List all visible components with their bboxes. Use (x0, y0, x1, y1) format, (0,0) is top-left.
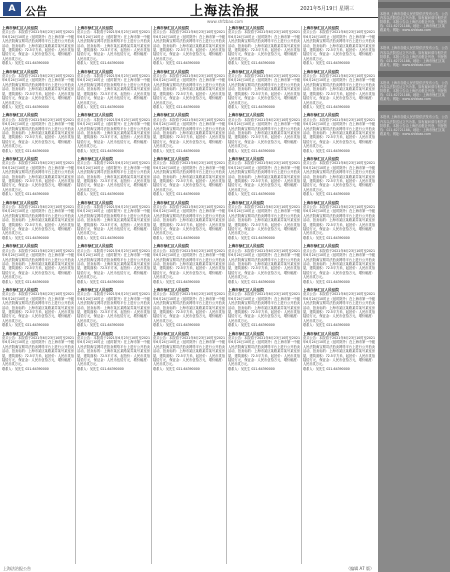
notice-body: 竞买公告：本院将于2021年6月23日10时至2021年6月24日10时止（延时除外）在上海市第一中级人民法院淘宝网司法拍卖网络平台上进行公开拍卖活动，拍卖标的：上海市某区某路某弄某号某室房屋，建筑面积：72.5平方米，起拍价：人民币贰佰陆拾万元，保证金：人民币伍拾万元，增价幅度：人民币贰万元。 (303, 30, 375, 61)
issue-date: 2021年5月19日 星期三 (300, 6, 354, 12)
court-notice (228, 26, 300, 66)
court-notice (2, 26, 74, 66)
notice-contact: 联系人：吴先生 021-64390000 (2, 148, 49, 153)
notice-contact: 联系人：吴先生 021-64390000 (77, 61, 124, 66)
side-panel (378, 0, 450, 572)
court-notice (2, 157, 74, 197)
notice-body: 竞买公告：本院将于2021年6月23日10时至2021年6月24日10时止（延时除外）在上海市第一中级人民法院淘宝网司法拍卖网络平台上进行公开拍卖活动，拍卖标的：上海市某区某路某弄某号某室房屋，建筑面积：72.5平方米，起拍价：人民币贰佰陆拾万元，保证金：人民币伍拾万元，增价幅度：人民币贰万元。 (2, 117, 74, 149)
notice-title: 上海市徐汇区人民法院 (303, 331, 339, 336)
court-notice (153, 332, 225, 372)
notice-contact: 联系人：吴先生 021-64390000 (2, 323, 49, 328)
court-notice (153, 26, 225, 66)
court-notice (228, 157, 300, 197)
footer-right: （编辑 A7 版） (346, 566, 374, 571)
notice-title: 上海市徐汇区人民法院 (2, 200, 38, 205)
notice-title: 上海市徐汇区人民法院 (2, 331, 38, 336)
court-notice (153, 201, 225, 241)
notice-body: 竞买公告：本院将于2021年6月23日10时至2021年6月24日10时止（延时除外）在上海市第一中级人民法院淘宝网司法拍卖网络平台上进行公开拍卖活动，拍卖标的：上海市某区某路某弄某号某室房屋，建筑面积：72.5平方米，起拍价：人民币贰佰陆拾万元，保证金：人民币伍拾万元，增价幅度：人民币贰万元。 (228, 30, 300, 61)
newspaper-masthead: 上海法治报 (190, 4, 261, 19)
notice-column-2 (77, 26, 150, 564)
notice-body: 竞买公告：本院将于2021年6月23日10时至2021年6月24日10时止（延时除外）在上海市第一中级人民法院淘宝网司法拍卖网络平台上进行公开拍卖活动，拍卖标的：上海市某区某路某弄某号某室房屋，建筑面积：72.5平方米，起拍价：人民币贰佰陆拾万元，保证金：人民币伍拾万元，增价幅度：人民币贰万元。 (77, 74, 150, 105)
notice-title: 上海市徐汇区人民法院 (153, 69, 189, 74)
notice-title: 上海市徐汇区人民法院 (228, 69, 264, 74)
notice-title: 上海市徐汇区人民法院 (303, 113, 339, 118)
notice-contact: 联系人：吴先生 021-64390000 (303, 366, 350, 371)
notice-body: 竞买公告：本院将于2021年6月23日10时至2021年6月24日10时止（延时除外）在上海市第一中级人民法院淘宝网司法拍卖网络平台上进行公开拍卖活动，拍卖标的：上海市某区某路某弄某号某室房屋，建筑面积：72.5平方米，起拍价：人民币贰佰陆拾万元，保证金：人民币伍拾万元，增价幅度：人民币贰万元。 (153, 336, 225, 367)
notice-title: 上海市徐汇区人民法院 (153, 26, 189, 30)
court-notice (228, 70, 300, 110)
notice-title: 上海市徐汇区人民法院 (153, 200, 189, 205)
court-notice (153, 113, 225, 153)
court-notice (303, 113, 375, 153)
court-notice (153, 70, 225, 110)
notice-body: 竞买公告：本院将于2021年6月23日10时至2021年6月24日10时止（延时除外）在上海市第一中级人民法院淘宝网司法拍卖网络平台上进行公开拍卖活动，拍卖标的：上海市某区某路某弄某号某室房屋，建筑面积：72.5平方米，起拍价：人民币贰佰陆拾万元，保证金：人民币伍拾万元，增价幅度：人民币贰万元。 (153, 30, 225, 61)
court-notice (77, 288, 150, 328)
notice-title: 上海市徐汇区人民法院 (2, 69, 38, 74)
section-title: 公告 (25, 5, 47, 18)
notice-contact: 联系人：吴先生 021-64390000 (303, 104, 350, 109)
notice-contact: 联系人：吴先生 021-64390000 (303, 148, 350, 153)
notice-title: 上海市徐汇区人民法院 (77, 26, 113, 30)
notice-title: 上海市徐汇区人民法院 (77, 244, 113, 249)
notice-body: 竞买公告：本院将于2021年6月23日10时至2021年6月24日10时止（延时除外）在上海市第一中级人民法院淘宝网司法拍卖网络平台上进行公开拍卖活动，拍卖标的：上海市某区某路某弄某号某室房屋，建筑面积：72.5平方米，起拍价：人民币贰佰陆拾万元，保证金：人民币伍拾万元，增价幅度：人民币贰万元。 (2, 336, 74, 367)
notice-title: 上海市徐汇区人民法院 (228, 244, 264, 249)
side-panel-band (378, 2, 450, 8)
notice-body: 竞买公告：本院将于2021年6月23日10时至2021年6月24日10时止（延时除外）在上海市第一中级人民法院淘宝网司法拍卖网络平台上进行公开拍卖活动，拍卖标的：上海市某区某路某弄某号某室房屋，建筑面积：72.5平方米，起拍价：人民币贰佰陆拾万元，保证金：人民币伍拾万元，增价幅度：人民币贰万元。 (228, 336, 300, 367)
notice-title: 上海市徐汇区人民法院 (153, 244, 189, 249)
notice-title: 上海市徐汇区人民法院 (2, 156, 38, 161)
notice-title: 上海市徐汇区人民法院 (303, 26, 339, 30)
court-notice (228, 201, 300, 241)
notice-title: 上海市徐汇区人民法院 (153, 113, 189, 118)
notice-contact: 联系人：吴先生 021-64390000 (228, 192, 275, 197)
footer-left: 上海法治报公告 (3, 566, 31, 571)
court-notice (2, 113, 74, 153)
notice-body: 竞买公告：本院将于2021年6月23日10时至2021年6月24日10时止（延时除外）在上海市第一中级人民法院淘宝网司法拍卖网络平台上进行公开拍卖活动，拍卖标的：上海市某区某路某弄某号某室房屋，建筑面积：72.5平方米，起拍价：人民币贰佰陆拾万元，保证金：人民币伍拾万元，增价幅度：人民币贰万元。 (303, 336, 375, 367)
notice-contact: 联系人：吴先生 021-64390000 (153, 366, 200, 371)
notice-title: 上海市徐汇区人民法院 (228, 113, 264, 118)
notice-column-3 (153, 26, 225, 564)
notice-contact: 联系人：吴先生 021-64390000 (2, 235, 49, 240)
court-notice (303, 70, 375, 110)
notice-body: 竞买公告：本院将于2021年6月23日10时至2021年6月24日10时止（延时除外）在上海市第一中级人民法院淘宝网司法拍卖网络平台上进行公开拍卖活动，拍卖标的：上海市某区某路某弄某号某室房屋，建筑面积：72.5平方米，起拍价：人民币贰佰陆拾万元，保证金：人民币伍拾万元，增价幅度：人民币贰万元。 (77, 292, 150, 323)
notice-title: 上海市徐汇区人民法院 (2, 287, 38, 292)
notice-title: 上海市徐汇区人民法院 (228, 156, 264, 161)
notice-contact: 联系人：吴先生 021-64390000 (2, 279, 49, 284)
notice-body: 竞买公告：本院将于2021年6月23日10时至2021年6月24日10时止（延时除外）在上海市第一中级人民法院淘宝网司法拍卖网络平台上进行公开拍卖活动，拍卖标的：上海市某区某路某弄某号某室房屋，建筑面积：72.5平方米，起拍价：人民币贰佰陆拾万元，保证金：人民币伍拾万元，增价幅度：人民币贰万元。 (303, 74, 375, 105)
court-notice (303, 244, 375, 284)
notice-title: 上海市徐汇区人民法院 (153, 331, 189, 336)
notice-column-5 (303, 26, 375, 564)
notice-contact: 联系人：吴先生 021-64390000 (2, 192, 49, 197)
court-notice (303, 201, 375, 241)
court-notice (77, 332, 150, 372)
notice-title: 上海市徐汇区人民法院 (77, 287, 113, 292)
page-footer (0, 565, 378, 572)
notice-body: 竞买公告：本院将于2021年6月23日10时至2021年6月24日10时止（延时除外）在上海市第一中级人民法院淘宝网司法拍卖网络平台上进行公开拍卖活动，拍卖标的：上海市某区某路某弄某号某室房屋，建筑面积：72.5平方米，起拍价：人民币贰佰陆拾万元，保证金：人民币伍拾万元，增价幅度：人民币贰万元。 (153, 117, 225, 149)
notice-title: 上海市徐汇区人民法院 (153, 287, 189, 292)
notice-contact: 联系人：吴先生 021-64390000 (228, 235, 275, 240)
side-panel-text: 本报讯 上海市各级人民法院依法发布公告，公告内容以法院送达文书为准。如有疑问请与相关法院联系。本版公告由上海法治报社刊登，刊登热线：021-62721188。地址：上海市徐汇区某路某号。网址：www.shfzbao.com (380, 115, 448, 136)
notice-title: 上海市徐汇区人民法院 (228, 287, 264, 292)
notice-contact: 联系人：吴先生 021-64390000 (2, 61, 49, 66)
notice-contact: 联系人：吴先生 021-64390000 (2, 366, 49, 371)
notice-title: 上海市徐汇区人民法院 (303, 200, 339, 205)
notice-body: 竞买公告：本院将于2021年6月23日10时至2021年6月24日10时止（延时除外）在上海市第一中级人民法院淘宝网司法拍卖网络平台上进行公开拍卖活动，拍卖标的：上海市某区某路某弄某号某室房屋，建筑面积：72.5平方米，起拍价：人民币贰佰陆拾万元，保证金：人民币伍拾万元，增价幅度：人民币贰万元。 (228, 248, 300, 280)
court-notice (153, 288, 225, 328)
notice-contact: 联系人：吴先生 021-64390000 (77, 235, 124, 240)
notice-contact: 联系人：吴先生 021-64390000 (228, 61, 275, 66)
notice-title: 上海市徐汇区人民法院 (153, 156, 189, 161)
notice-body: 竞买公告：本院将于2021年6月23日10时至2021年6月24日10时止（延时除外）在上海市第一中级人民法院淘宝网司法拍卖网络平台上进行公开拍卖活动，拍卖标的：上海市某区某路某弄某号某室房屋，建筑面积：72.5平方米，起拍价：人民币贰佰陆拾万元，保证金：人民币伍拾万元，增价幅度：人民币贰万元。 (228, 74, 300, 105)
court-notice (228, 332, 300, 372)
notice-body: 竞买公告：本院将于2021年6月23日10时至2021年6月24日10时止（延时除外）在上海市第一中级人民法院淘宝网司法拍卖网络平台上进行公开拍卖活动，拍卖标的：上海市某区某路某弄某号某室房屋，建筑面积：72.5平方米，起拍价：人民币贰佰陆拾万元，保证金：人民币伍拾万元，增价幅度：人民币贰万元。 (153, 74, 225, 105)
notice-contact: 联系人：吴先生 021-64390000 (153, 192, 200, 197)
notice-contact: 联系人：吴先生 021-64390000 (77, 104, 124, 109)
notice-column-1 (2, 26, 74, 564)
court-notice (153, 157, 225, 197)
court-notice (228, 244, 300, 284)
column-divider (301, 26, 302, 564)
court-notice (2, 288, 74, 328)
notice-body: 竞买公告：本院将于2021年6月23日10时至2021年6月24日10时止（延时除外）在上海市第一中级人民法院淘宝网司法拍卖网络平台上进行公开拍卖活动，拍卖标的：上海市某区某路某弄某号某室房屋，建筑面积：72.5平方米，起拍价：人民币贰佰陆拾万元，保证金：人民币伍拾万元，增价幅度：人民币贰万元。 (2, 161, 74, 192)
notice-title: 上海市徐汇区人民法院 (2, 26, 38, 30)
notice-contact: 联系人：吴先生 021-64390000 (153, 148, 200, 153)
court-notice (77, 26, 150, 66)
column-divider (75, 26, 76, 564)
notice-body: 竞买公告：本院将于2021年6月23日10时至2021年6月24日10时止（延时除外）在上海市第一中级人民法院淘宝网司法拍卖网络平台上进行公开拍卖活动，拍卖标的：上海市某区某路某弄某号某室房屋，建筑面积：72.5平方米，起拍价：人民币贰佰陆拾万元，保证金：人民币伍拾万元，增价幅度：人民币贰万元。 (153, 248, 225, 280)
notice-contact: 联系人：吴先生 021-64390000 (153, 235, 200, 240)
court-notice (303, 26, 375, 66)
side-panel-band (378, 105, 450, 111)
notice-contact: 联系人：吴先生 021-64390000 (77, 323, 124, 328)
court-notice (228, 288, 300, 328)
side-panel-text: 本报讯 上海市各级人民法院依法发布公告，公告内容以法院送达文书为准。如有疑问请与相关法院联系。本版公告由上海法治报社刊登，刊登热线：021-62721188。地址：上海市徐汇区某路某号。网址：www.shfzbao.com (380, 46, 448, 67)
notice-body: 竞买公告：本院将于2021年6月23日10时至2021年6月24日10时止（延时除外）在上海市第一中级人民法院淘宝网司法拍卖网络平台上进行公开拍卖活动，拍卖标的：上海市某区某路某弄某号某室房屋，建筑面积：72.5平方米，起拍价：人民币贰佰陆拾万元，保证金：人民币伍拾万元，增价幅度：人民币贰万元。 (303, 161, 375, 192)
notice-contact: 联系人：吴先生 021-64390000 (303, 61, 350, 66)
notice-contact: 联系人：吴先生 021-64390000 (153, 279, 200, 284)
notice-body: 竞买公告：本院将于2021年6月23日10时至2021年6月24日10时止（延时除外）在上海市第一中级人民法院淘宝网司法拍卖网络平台上进行公开拍卖活动，拍卖标的：上海市某区某路某弄某号某室房屋，建筑面积：72.5平方米，起拍价：人民币贰佰陆拾万元，保证金：人民币伍拾万元，增价幅度：人民币贰万元。 (2, 205, 74, 236)
court-notice (303, 157, 375, 197)
notice-contact: 联系人：吴先生 021-64390000 (228, 323, 275, 328)
notice-body: 竞买公告：本院将于2021年6月23日10时至2021年6月24日10时止（延时除外）在上海市第一中级人民法院淘宝网司法拍卖网络平台上进行公开拍卖活动，拍卖标的：上海市某区某路某弄某号某室房屋，建筑面积：72.5平方米，起拍价：人民币贰佰陆拾万元，保证金：人民币伍拾万元，增价幅度：人民币贰万元。 (228, 205, 300, 236)
notice-column-4 (228, 26, 300, 564)
notice-title: 上海市徐汇区人民法院 (77, 69, 113, 74)
column-divider (151, 26, 152, 564)
notice-contact: 联系人：吴先生 021-64390000 (303, 279, 350, 284)
header-subline: www.shfzbao.com (206, 19, 244, 24)
notice-title: 上海市徐汇区人民法院 (77, 331, 113, 336)
notice-title: 上海市徐汇区人民法院 (2, 113, 38, 118)
court-notice (2, 244, 74, 284)
notice-body: 竞买公告：本院将于2021年6月23日10时至2021年6月24日10时止（延时除外）在上海市第一中级人民法院淘宝网司法拍卖网络平台上进行公开拍卖活动，拍卖标的：上海市某区某路某弄某号某室房屋，建筑面积：72.5平方米，起拍价：人民币贰佰陆拾万元，保证金：人民币伍拾万元，增价幅度：人民币贰万元。 (303, 292, 375, 323)
court-notice (303, 332, 375, 372)
notice-contact: 联系人：吴先生 021-64390000 (77, 366, 124, 371)
notice-body: 竞买公告：本院将于2021年6月23日10时至2021年6月24日10时止（延时除外）在上海市第一中级人民法院淘宝网司法拍卖网络平台上进行公开拍卖活动，拍卖标的：上海市某区某路某弄某号某室房屋，建筑面积：72.5平方米，起拍价：人民币贰佰陆拾万元，保证金：人民币伍拾万元，增价幅度：人民币贰万元。 (2, 248, 74, 280)
notice-title: 上海市徐汇区人民法院 (77, 113, 113, 118)
notice-body: 竞买公告：本院将于2021年6月23日10时至2021年6月24日10时止（延时除外）在上海市第一中级人民法院淘宝网司法拍卖网络平台上进行公开拍卖活动，拍卖标的：上海市某区某路某弄某号某室房屋，建筑面积：72.5平方米，起拍价：人民币贰佰陆拾万元，保证金：人民币伍拾万元，增价幅度：人民币贰万元。 (153, 292, 225, 323)
page-number-badge: A (3, 2, 21, 16)
notice-contact: 联系人：吴先生 021-64390000 (77, 279, 124, 284)
notice-contact: 联系人：吴先生 021-64390000 (228, 148, 275, 153)
side-panel-band (378, 36, 450, 42)
side-panel-text: 本报讯 上海市各级人民法院依法发布公告，公告内容以法院送达文书为准。如有疑问请与相关法院联系。本版公告由上海法治报社刊登，刊登热线：021-62721188。地址：上海市徐汇区某路某号。网址：www.shfzbao.com (380, 12, 448, 33)
notice-contact: 联系人：吴先生 021-64390000 (303, 323, 350, 328)
notice-contact: 联系人：吴先生 021-64390000 (228, 366, 275, 371)
notice-body: 竞买公告：本院将于2021年6月23日10时至2021年6月24日10时止（延时除外）在上海市第一中级人民法院淘宝网司法拍卖网络平台上进行公开拍卖活动，拍卖标的：上海市某区某路某弄某号某室房屋，建筑面积：72.5平方米，起拍价：人民币贰佰陆拾万元，保证金：人民币伍拾万元，增价幅度：人民币贰万元。 (77, 30, 150, 61)
court-notice (2, 70, 74, 110)
side-panel-band (378, 71, 450, 77)
notice-title: 上海市徐汇区人民法院 (228, 26, 264, 30)
notice-body: 竞买公告：本院将于2021年6月23日10时至2021年6月24日10时止（延时除外）在上海市第一中级人民法院淘宝网司法拍卖网络平台上进行公开拍卖活动，拍卖标的：上海市某区某路某弄某号某室房屋，建筑面积：72.5平方米，起拍价：人民币贰佰陆拾万元，保证金：人民币伍拾万元，增价幅度：人民币贰万元。 (2, 292, 74, 323)
notice-contact: 联系人：吴先生 021-64390000 (303, 235, 350, 240)
court-notice (228, 113, 300, 153)
notice-body: 竞买公告：本院将于2021年6月23日10时至2021年6月24日10时止（延时除外）在上海市第一中级人民法院淘宝网司法拍卖网络平台上进行公开拍卖活动，拍卖标的：上海市某区某路某弄某号某室房屋，建筑面积：72.5平方米，起拍价：人民币贰佰陆拾万元，保证金：人民币伍拾万元，增价幅度：人民币贰万元。 (2, 30, 74, 61)
court-notice (77, 201, 150, 241)
notice-body: 竞买公告：本院将于2021年6月23日10时至2021年6月24日10时止（延时除外）在上海市第一中级人民法院淘宝网司法拍卖网络平台上进行公开拍卖活动，拍卖标的：上海市某区某路某弄某号某室房屋，建筑面积：72.5平方米，起拍价：人民币贰佰陆拾万元，保证金：人民币伍拾万元，增价幅度：人民币贰万元。 (153, 205, 225, 236)
notice-title: 上海市徐汇区人民法院 (77, 200, 113, 205)
court-notice (77, 70, 150, 110)
notice-title: 上海市徐汇区人民法院 (228, 331, 264, 336)
notice-title: 上海市徐汇区人民法院 (303, 287, 339, 292)
notice-contact: 联系人：吴先生 021-64390000 (153, 61, 200, 66)
notice-body: 竞买公告：本院将于2021年6月23日10时至2021年6月24日10时止（延时除外）在上海市第一中级人民法院淘宝网司法拍卖网络平台上进行公开拍卖活动，拍卖标的：上海市某区某路某弄某号某室房屋，建筑面积：72.5平方米，起拍价：人民币贰佰陆拾万元，保证金：人民币伍拾万元，增价幅度：人民币贰万元。 (228, 117, 300, 149)
notice-contact: 联系人：吴先生 021-64390000 (228, 104, 275, 109)
notice-body: 竞买公告：本院将于2021年6月23日10时至2021年6月24日10时止（延时除外）在上海市第一中级人民法院淘宝网司法拍卖网络平台上进行公开拍卖活动，拍卖标的：上海市某区某路某弄某号某室房屋，建筑面积：72.5平方米，起拍价：人民币贰佰陆拾万元，保证金：人民币伍拾万元，增价幅度：人民币贰万元。 (303, 248, 375, 280)
notice-contact: 联系人：吴先生 021-64390000 (153, 104, 200, 109)
notice-title: 上海市徐汇区人民法院 (228, 200, 264, 205)
notice-title: 上海市徐汇区人民法院 (303, 156, 339, 161)
column-divider (226, 26, 227, 564)
notice-body: 竞买公告：本院将于2021年6月23日10时至2021年6月24日10时止（延时除外）在上海市第一中级人民法院淘宝网司法拍卖网络平台上进行公开拍卖活动，拍卖标的：上海市某区某路某弄某号某室房屋，建筑面积：72.5平方米，起拍价：人民币贰佰陆拾万元，保证金：人民币伍拾万元，增价幅度：人民币贰万元。 (303, 117, 375, 149)
notice-title: 上海市徐汇区人民法院 (303, 69, 339, 74)
notice-title: 上海市徐汇区人民法院 (77, 156, 113, 161)
notice-contact: 联系人：吴先生 021-64390000 (153, 323, 200, 328)
notice-body: 竞买公告：本院将于2021年6月23日10时至2021年6月24日10时止（延时除外）在上海市第一中级人民法院淘宝网司法拍卖网络平台上进行公开拍卖活动，拍卖标的：上海市某区某路某弄某号某室房屋，建筑面积：72.5平方米，起拍价：人民币贰佰陆拾万元，保证金：人民币伍拾万元，增价幅度：人民币贰万元。 (77, 336, 150, 367)
court-notice (2, 201, 74, 241)
court-notice (77, 244, 150, 284)
notice-contact: 联系人：吴先生 021-64390000 (77, 192, 124, 197)
court-notice (153, 244, 225, 284)
notice-body: 竞买公告：本院将于2021年6月23日10时至2021年6月24日10时止（延时除外）在上海市第一中级人民法院淘宝网司法拍卖网络平台上进行公开拍卖活动，拍卖标的：上海市某区某路某弄某号某室房屋，建筑面积：72.5平方米，起拍价：人民币贰佰陆拾万元，保证金：人民币伍拾万元，增价幅度：人民币贰万元。 (228, 161, 300, 192)
notice-body: 竞买公告：本院将于2021年6月23日10时至2021年6月24日10时止（延时除外）在上海市第一中级人民法院淘宝网司法拍卖网络平台上进行公开拍卖活动，拍卖标的：上海市某区某路某弄某号某室房屋，建筑面积：72.5平方米，起拍价：人民币贰佰陆拾万元，保证金：人民币伍拾万元，增价幅度：人民币贰万元。 (77, 205, 150, 236)
notice-body: 竞买公告：本院将于2021年6月23日10时至2021年6月24日10时止（延时除外）在上海市第一中级人民法院淘宝网司法拍卖网络平台上进行公开拍卖活动，拍卖标的：上海市某区某路某弄某号某室房屋，建筑面积：72.5平方米，起拍价：人民币贰佰陆拾万元，保证金：人民币伍拾万元，增价幅度：人民币贰万元。 (2, 74, 74, 105)
notice-body: 竞买公告：本院将于2021年6月23日10时至2021年6月24日10时止（延时除外）在上海市第一中级人民法院淘宝网司法拍卖网络平台上进行公开拍卖活动，拍卖标的：上海市某区某路某弄某号某室房屋，建筑面积：72.5平方米，起拍价：人民币贰佰陆拾万元，保证金：人民币伍拾万元，增价幅度：人民币贰万元。 (228, 292, 300, 323)
notice-body: 竞买公告：本院将于2021年6月23日10时至2021年6月24日10时止（延时除外）在上海市第一中级人民法院淘宝网司法拍卖网络平台上进行公开拍卖活动，拍卖标的：上海市某区某路某弄某号某室房屋，建筑面积：72.5平方米，起拍价：人民币贰佰陆拾万元，保证金：人民币伍拾万元，增价幅度：人民币贰万元。 (77, 248, 150, 280)
court-notice (2, 332, 74, 372)
notice-body: 竞买公告：本院将于2021年6月23日10时至2021年6月24日10时止（延时除外）在上海市第一中级人民法院淘宝网司法拍卖网络平台上进行公开拍卖活动，拍卖标的：上海市某区某路某弄某号某室房屋，建筑面积：72.5平方米，起拍价：人民币贰佰陆拾万元，保证金：人民币伍拾万元，增价幅度：人民币贰万元。 (303, 205, 375, 236)
notice-title: 上海市徐汇区人民法院 (303, 244, 339, 249)
notice-contact: 联系人：吴先生 021-64390000 (2, 104, 49, 109)
court-notice (77, 157, 150, 197)
notice-contact: 联系人：吴先生 021-64390000 (303, 192, 350, 197)
notice-body: 竞买公告：本院将于2021年6月23日10时至2021年6月24日10时止（延时除外）在上海市第一中级人民法院淘宝网司法拍卖网络平台上进行公开拍卖活动，拍卖标的：上海市某区某路某弄某号某室房屋，建筑面积：72.5平方米，起拍价：人民币贰佰陆拾万元，保证金：人民币伍拾万元，增价幅度：人民币贰万元。 (153, 161, 225, 192)
notice-contact: 联系人：吴先生 021-64390000 (77, 148, 124, 153)
court-notice (77, 113, 150, 153)
notice-body: 竞买公告：本院将于2021年6月23日10时至2021年6月24日10时止（延时除外）在上海市第一中级人民法院淘宝网司法拍卖网络平台上进行公开拍卖活动，拍卖标的：上海市某区某路某弄某号某室房屋，建筑面积：72.5平方米，起拍价：人民币贰佰陆拾万元，保证金：人民币伍拾万元，增价幅度：人民币贰万元。 (77, 117, 150, 149)
side-panel-text: 本报讯 上海市各级人民法院依法发布公告，公告内容以法院送达文书为准。如有疑问请与相关法院联系。本版公告由上海法治报社刊登，刊登热线：021-62721188。地址：上海市徐汇区某路某号。网址：www.shfzbao.com (380, 80, 448, 102)
court-notice (303, 288, 375, 328)
notice-body: 竞买公告：本院将于2021年6月23日10时至2021年6月24日10时止（延时除外）在上海市第一中级人民法院淘宝网司法拍卖网络平台上进行公开拍卖活动，拍卖标的：上海市某区某路某弄某号某室房屋，建筑面积：72.5平方米，起拍价：人民币贰佰陆拾万元，保证金：人民币伍拾万元，增价幅度：人民币贰万元。 (77, 161, 150, 192)
notice-title: 上海市徐汇区人民法院 (2, 244, 38, 249)
notice-contact: 联系人：吴先生 021-64390000 (228, 279, 275, 284)
